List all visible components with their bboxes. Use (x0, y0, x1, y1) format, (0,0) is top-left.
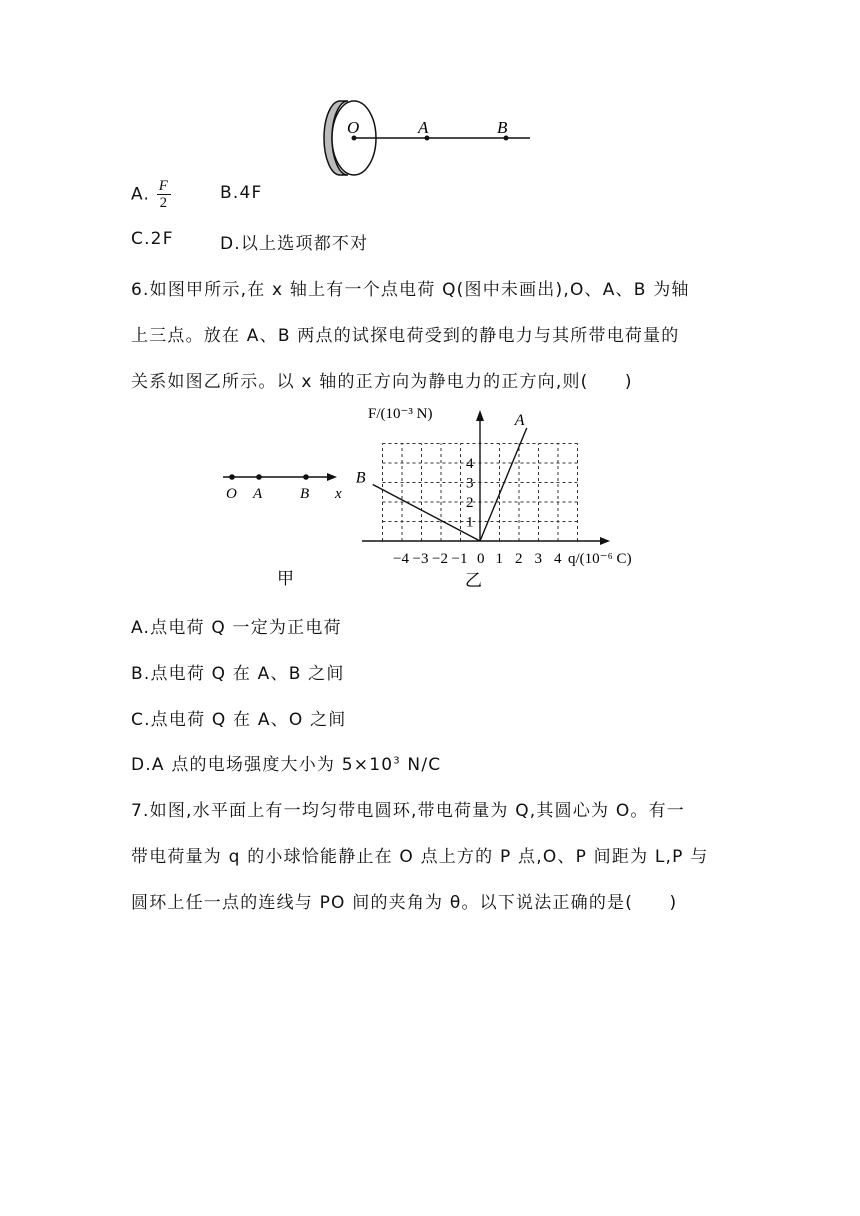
q5-option-a: A. $\frac{F}{2}$ (131, 178, 170, 211)
q6-line-2: 上三点。放在 A、B 两点的试探电荷受到的静电力与其所带电荷量的 (131, 326, 680, 346)
x-tick-label: 1 (495, 551, 503, 567)
jia-label-A: A (253, 486, 263, 502)
x-axis-arrow (600, 537, 610, 545)
chart-origin-label: 0 (477, 551, 485, 567)
label-A: A (418, 118, 429, 137)
x-tick-label: 4 (554, 551, 562, 567)
x-tick-label: −3 (412, 551, 429, 567)
x-tick-label: −2 (432, 551, 448, 567)
q6-option-b: B.点电荷 Q 在 A、B 之间 (131, 664, 345, 684)
label-B: B (497, 118, 508, 137)
x-tick-label: 3 (534, 551, 542, 567)
y-tick-label: 4 (466, 456, 474, 472)
q6-option-a: A.点电荷 Q 一定为正电荷 (131, 618, 342, 638)
x-tick-label: −4 (393, 551, 409, 567)
q6-option-c: C.点电荷 Q 在 A、O 之间 (131, 710, 347, 730)
y-axis-arrow (476, 410, 484, 421)
chart-caption: 乙 (465, 571, 482, 591)
jia-label-O: O (226, 486, 237, 502)
series-line-a (480, 428, 527, 541)
q5-option-d: D.以上选项都不对 (220, 234, 369, 254)
jia-label-x: x (335, 486, 342, 502)
ring-figure (310, 95, 540, 180)
label-O: O (347, 118, 360, 137)
y-tick-label: 3 (466, 475, 474, 492)
jia-caption: 甲 (277, 569, 294, 589)
jia-label-B: B (300, 486, 310, 502)
q5-option-b: B.4F (220, 183, 263, 203)
chart-xlabel: q/(10⁻⁶ C) (568, 551, 632, 567)
figure-jia (215, 460, 355, 600)
q7-line-1: 7.如图,水平面上有一均匀带电圆环,带电荷量为 Q,其圆心为 O。有一 (131, 801, 685, 821)
fraction-f-over-2: $\frac{F}{2}$ (158, 178, 170, 211)
series-line-b (373, 484, 480, 541)
x-tick-label: 2 (515, 551, 523, 567)
q6-option-d: D.A 点的电场强度大小为 $5\times 10^3$ N/C (131, 755, 442, 775)
series-label-a: A (514, 411, 525, 429)
q7-line-3: 圆环上任一点的连线与 PO 间的夹角为 θ。以下说法正确的是( ) (131, 893, 678, 913)
q6-line-3: 关系如图乙所示。以 x 轴的正方向为静电力的正方向,则( ) (131, 372, 633, 392)
y-tick-label: 1 (466, 514, 474, 531)
x-tick-label: −1 (451, 551, 468, 567)
q5-option-c: C.2F (131, 229, 174, 249)
figure-yi-chart (340, 400, 650, 595)
chart-ylabel: F/(10⁻³ N) (368, 406, 433, 422)
y-tick-label: 2 (466, 495, 474, 511)
q7-line-2: 带电荷量为 q 的小球恰能静止在 O 点上方的 P 点,O、P 间距为 L,P 与 (131, 847, 709, 867)
series-label-b: B (355, 469, 366, 487)
q6-line-1: 6.如图甲所示,在 x 轴上有一个点电荷 Q(图中未画出),O、A、B 为轴 (131, 280, 690, 300)
